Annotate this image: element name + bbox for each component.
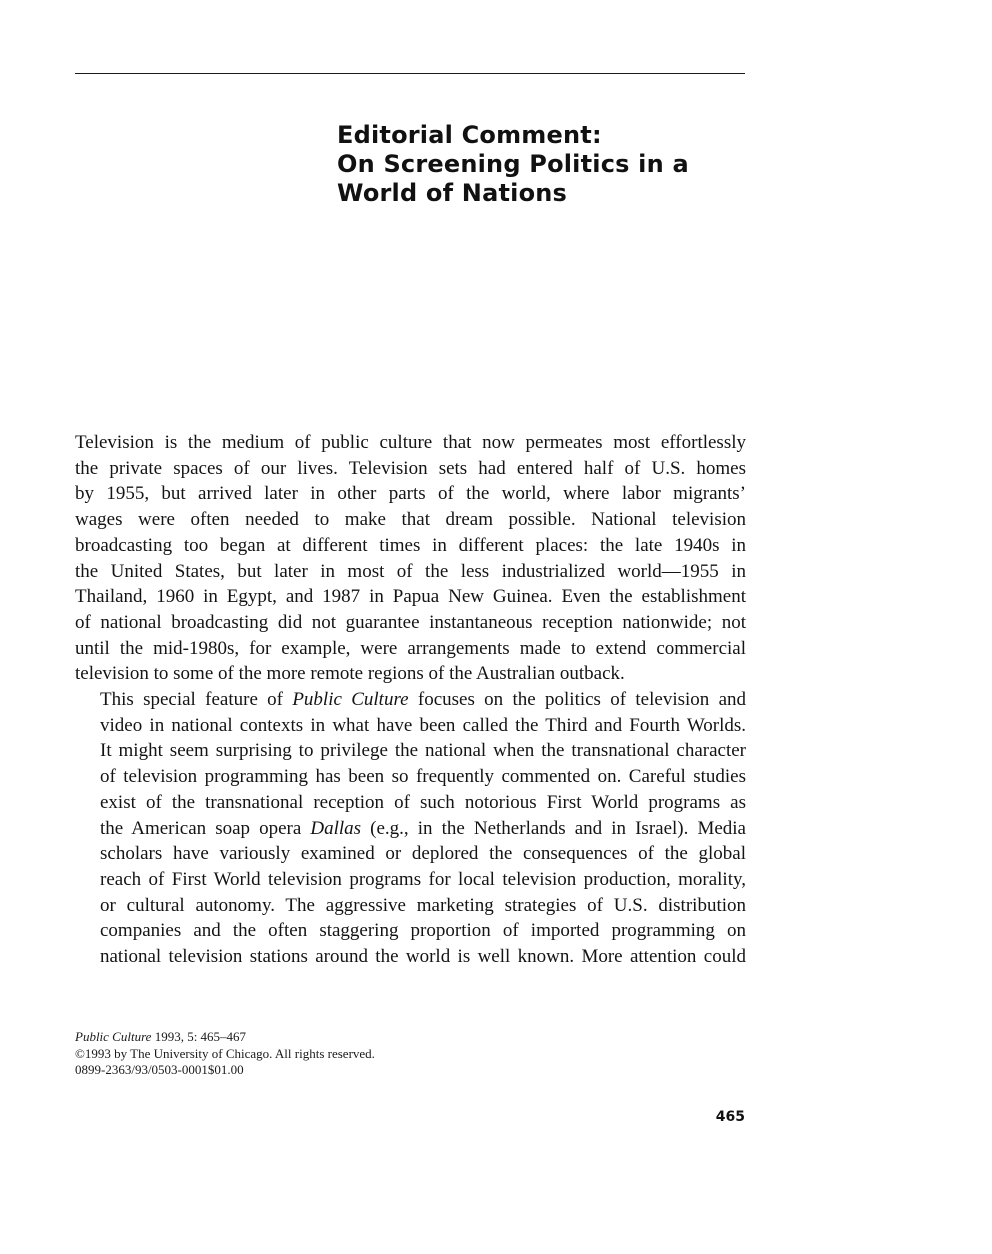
- body-line: It might seem surprising to privilege the national when the transnational character: [100, 740, 746, 762]
- body-text-run: focuses on the politics of television and: [408, 689, 747, 711]
- title-line-1: Editorial Comment:: [337, 121, 602, 149]
- publication-footnote: [75, 1029, 375, 1079]
- body-line: of television programming has been so frequently commented on. Careful studies: [100, 766, 746, 788]
- body-text-run: the American soap opera: [100, 817, 311, 839]
- body-line: by 1955, but arrived later in other parts of the world, where labor migrants’: [75, 483, 746, 505]
- paragraph-2: [75, 687, 746, 970]
- body-line: television to some of the more remote regions of the Australian outback.: [75, 663, 625, 685]
- page-number: 465: [715, 1109, 745, 1125]
- body-line: [75, 816, 746, 842]
- body-line: the private spaces of our lives. Television sets had entered half of U.S. homes: [75, 457, 746, 479]
- body-text-run: This special feature of: [100, 689, 293, 711]
- body-line: wages were often needed to make that dream possible. National television: [75, 509, 746, 531]
- body-line: until the mid-1980s, for example, were arrangements made to extend commercial: [75, 637, 746, 659]
- body-line: video in national contexts in what have been called the Third and Fourth Worlds.: [100, 714, 746, 736]
- title-line-3: World of Nations: [337, 179, 568, 207]
- journal-name: Public Culture: [75, 1029, 152, 1044]
- body-line: exist of the transnational reception of such notorious First World programs as: [100, 791, 746, 813]
- body-line: the United States, but later in most of the less industrialized world—1955 in: [75, 560, 746, 582]
- body-line: companies and the often staggering proportion of imported programming on: [100, 920, 746, 942]
- body-line: of national broadcasting did not guarantee instantaneous reception nationwide; not: [75, 611, 746, 633]
- article-title: [337, 121, 757, 208]
- copyright-line: ©1993 by The University of Chicago. All rights reserved.: [75, 1045, 375, 1061]
- header-rule: [75, 73, 745, 74]
- citation-line: [75, 1029, 375, 1046]
- body-line: broadcasting too began at different times in different places: the late 1940s in: [75, 534, 746, 556]
- body-line: or cultural autonomy. The aggressive marketing strategies of U.S. distribution: [100, 894, 746, 916]
- body-line: scholars have variously examined or deplored the consequences of the global: [100, 843, 746, 865]
- title-line-2: On Screening Politics in a: [337, 150, 689, 178]
- body-line: [75, 687, 746, 713]
- paragraph-1: [75, 430, 746, 687]
- program-title-italic: Dallas: [310, 817, 362, 839]
- body-text-run: (e.g., in the Netherlands and in Israel). Media: [361, 817, 746, 839]
- body-line: Television is the medium of public culture that now permeates most effortlessly: [75, 432, 746, 453]
- body-line: national television stations around the world is well known. More attention could: [100, 946, 746, 968]
- issn-code: 0899-2363/93/0503-0001$01.00: [75, 1062, 244, 1077]
- citation-detail: 1993, 5: 465–467: [151, 1029, 247, 1044]
- article-body: [75, 430, 746, 970]
- journal-title-italic: Public Culture: [292, 689, 409, 711]
- body-line: reach of First World television programs for local television production, morality,: [100, 868, 746, 890]
- body-line: Thailand, 1960 in Egypt, and 1987 in Papua New Guinea. Even the establishment: [75, 586, 746, 608]
